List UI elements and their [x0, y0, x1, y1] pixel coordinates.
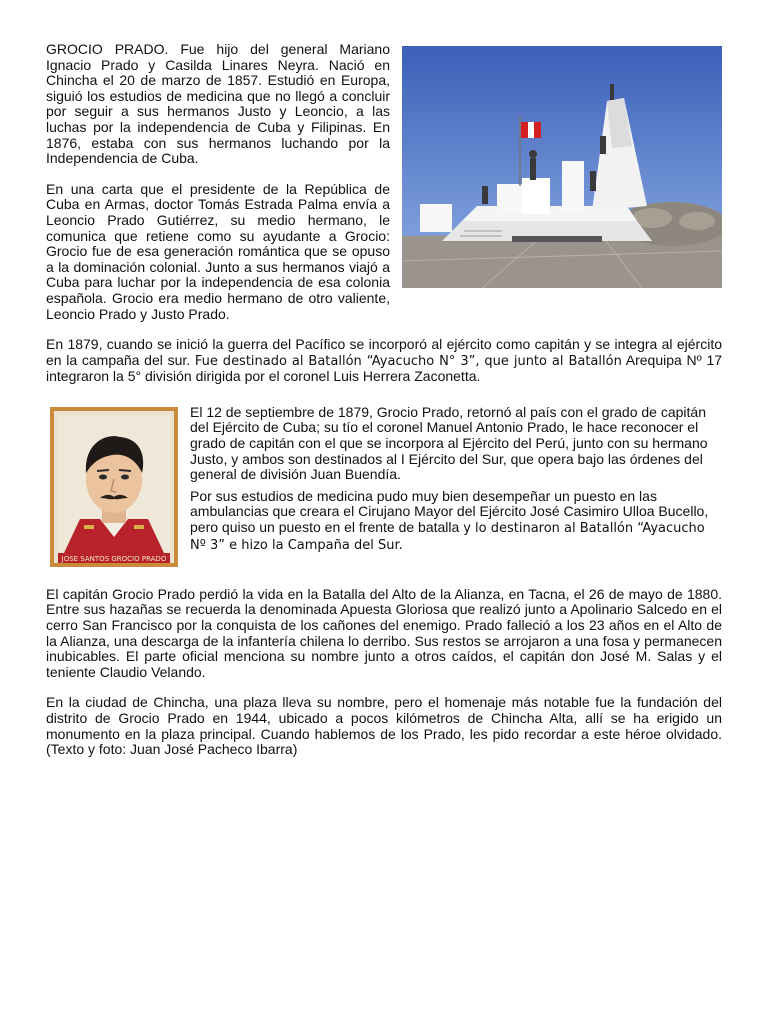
portrait-section [46, 405, 722, 573]
medicine-text-1: Por sus estudios de medicina pudo muy bien desempeñar un puesto en las ambulancias que creara el Cirujano Mayor del Ejército José Casimiro Ulloa Bucello, pero quiso un puesto en el frente de batalla [190, 487, 709, 536]
war-text-1: En 1879, cuando se inició la guerra del Pacífico se incorporó al ejército como capitán y se integra al ejército en la campaña del sur. [46, 336, 722, 368]
article-body [46, 42, 722, 758]
homage-paragraph: En la ciudad de Chincha, una plaza lleva su nombre, pero el homenaje más notable fue la fundación del distrito de Grocio Prado en 1944, ubicado a pocos kilómetros de Chincha Alta, allí se ha erigido un monumento en la plaza principal. Cuando hablemos de los Prado, les pido recordar a este héroe olvidado. (Texto y foto: Juan José Pacheco Ibarra) [46, 694, 722, 758]
medicine-text-2: y lo destinaron al Batallón “Ayacucho Nº 3” e hizo la Campaña del Sur. [190, 521, 705, 553]
intro-paragraph: GROCIO PRADO. Fue hijo del general Mariano Ignacio Prado y Casilda Linares Neyra. Nació en Chincha el 20 de marzo de 1857. Estudió en Europa, siguió los estudios de medicina que no llegó a concluir por seguir a sus hermanos Justo y Leoncio, a las luchas por la independencia de Cuba y Filipinas. En 1876, estaba con sus hermanos luchando por la Independencia de Cuba. [46, 41, 390, 167]
letter-paragraph: En una carta que el presidente de la República de Cuba en Armas, doctor Tomás Estrada Palma envía a Leoncio Prado Gutiérrez, su medio hermano, le comunica que retiene como su ayudante a Grocio: Grocio fue de esa generación romántica que se opuso a la dominación colonial. Junto a sus hermanos viajó a Cuba para luchar por la independencia de esa colonia española. Grocio era medio hermano de otro valiente, Leoncio Prado y Justo Prado. [46, 180, 390, 322]
portrait-caption: JOSE SANTOS GROCIO PRADO [61, 554, 167, 563]
return-paragraph: El 12 de septiembre de 1879, Grocio Prado, retornó al país con el grado de capitán del Ejército de Cuba; su tío el coronel Manuel Antonio Prado, le hace reconocer el grado de capitán con el que se incorpora al Ejército del Perú, junto con su hermano Justo, y ambos son destinados al I Ejército del Sur, que opera bajo las órdenes del general de división Juan Buendía. [190, 404, 708, 483]
war-text-3: Arequipa Nº 17 integraron la 5° división dirigida por el coronel Luis Herrera Zaconetta. [46, 351, 723, 385]
portrait-image [50, 407, 178, 567]
death-paragraph: El capitán Grocio Prado perdió la vida en la Batalla del Alto de la Alianza, en Tacna, el 26 de mayo de 1880. Entre sus hazañas se recuerda la denominada Apuesta Gloriosa que realizó junto a Apolinario Salcedo en el cerro San Francisco por la conquista de los cañones del enemigo. Prado falleció a los 23 años en el Alto de la Alianza, una descarga de la infantería chilena lo derribo. Sus restos se arrojaron a una fosa y permanecen inubicables. El parte oficial menciona su nombre junto a otros caídos, el capitán don José M. Salas y el teniente Claudio Velando. [46, 585, 722, 680]
war-text-2: Fue destinado al Batallón “Ayacucho N° 3”, que junto al Batallón [194, 353, 622, 369]
war-paragraph [46, 337, 722, 385]
monument-photo [402, 46, 722, 288]
